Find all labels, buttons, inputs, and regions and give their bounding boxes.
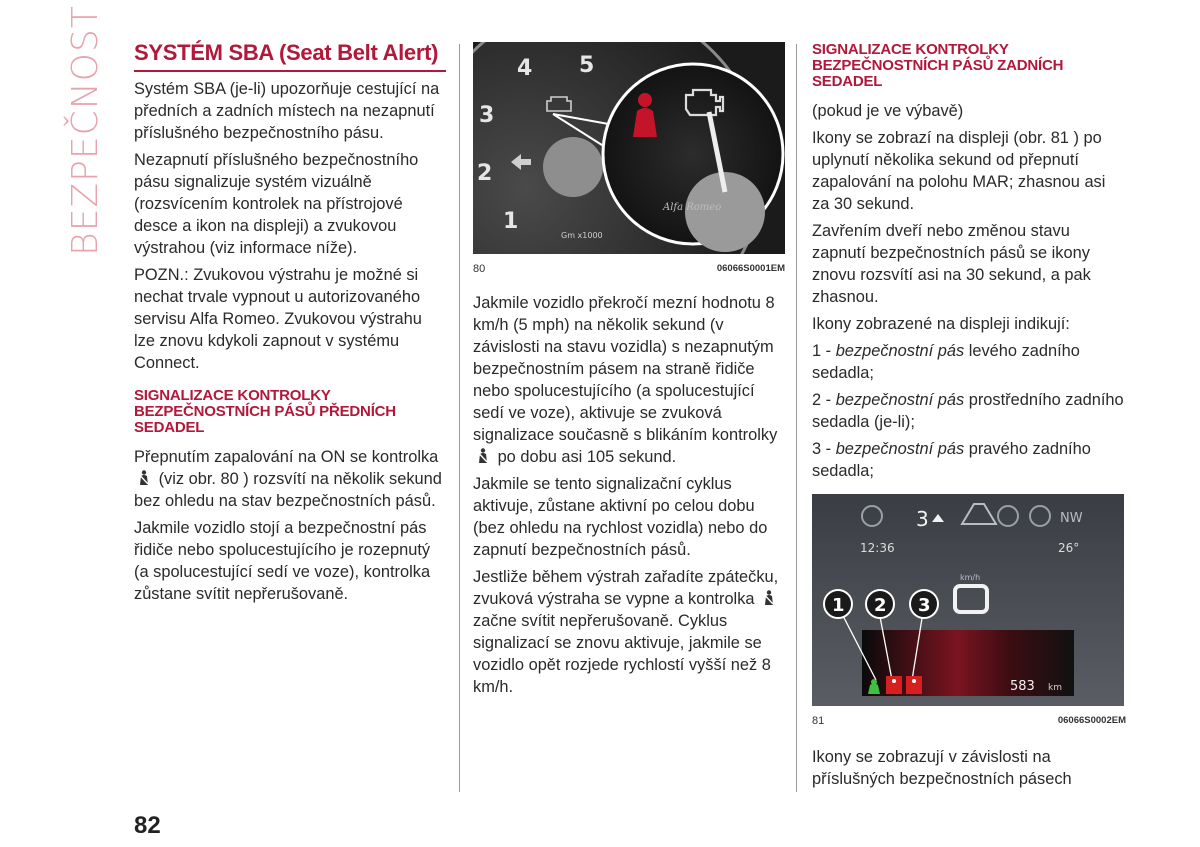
- figure-caption: [812, 714, 1126, 728]
- list-item: [812, 438, 1126, 482]
- seatbelt-icon-red: [906, 676, 922, 694]
- column-1: [134, 40, 446, 610]
- display-image: [812, 494, 1124, 706]
- figure-caption: [473, 262, 785, 276]
- section-subtitle: SIGNALIZACE KONTROLKY BEZPEČNOSTNÍCH PÁSŮ ZADNÍCH SEDADEL: [812, 41, 1064, 90]
- paragraph: POZN.: Zvukovou výstrahu je možné si nechat trvale vypnout u autorizovaného servisu Alfa Romeo. Zvukovou výstrahu lze znovu kdykoli zapnout v systému Connect.: [134, 266, 422, 372]
- paragraph: Nezapnutí příslušného bezpečnostního pásu signalizuje systém vizuálně (rozsvícením kontrolek na přístrojové desce a ikon na displeji) a zvukovou výstrahou (viz informace níže).: [134, 151, 419, 257]
- dial-number: 3: [479, 103, 495, 128]
- paragraph: Jakmile se tento signalizační cyklus aktivuje, zůstane aktivní po celou dobu (bez ohledu na rychlost vozidla) nebo do zapnutí bezpečnostních pásů.: [473, 475, 768, 559]
- instrument-cluster-image: [473, 42, 785, 254]
- dial-number: 4: [517, 56, 533, 81]
- paragraph: Systém SBA (je-li) upozorňuje cestující na předních a zadních místech na nezapnutí příslušného bezpečnostního pásu.: [134, 80, 440, 142]
- display-speed-label: km/h: [960, 573, 981, 582]
- paragraph: Ikony zobrazené na displeji indikují:: [812, 315, 1070, 333]
- dial-brand: Alfa Romeo: [663, 202, 722, 213]
- figure-number: 81: [812, 715, 825, 727]
- list-item-emphasis: bezpečnostní pás: [835, 342, 965, 360]
- paragraph: [473, 566, 785, 698]
- column-3: [812, 42, 1126, 795]
- figure-number: 80: [473, 263, 486, 275]
- display-time: 12:36: [860, 541, 895, 555]
- callout-number: 3: [918, 595, 931, 616]
- list-item-emphasis: bezpečnostní pás: [835, 440, 965, 458]
- seatbelt-icon: [137, 470, 151, 486]
- seatbelt-icon-red: [886, 676, 902, 694]
- paragraph: Ikony se zobrazují v závislosti na příslušných bezpečnostních pásech: [812, 748, 1072, 788]
- page-title: SYSTÉM SBA (Seat Belt Alert): [134, 40, 446, 72]
- section-subtitle: SIGNALIZACE KONTROLKY BEZPEČNOSTNÍCH PÁSŮ PŘEDNÍCH SEDADEL: [134, 387, 396, 436]
- seatbelt-icon: [762, 590, 776, 606]
- list-item-number: 3 -: [812, 440, 836, 458]
- paragraph: [473, 292, 785, 468]
- column-separator-1: [459, 44, 460, 792]
- dial-hub: [543, 137, 603, 197]
- display-odometer: 583: [1010, 679, 1035, 694]
- list-item-number: 1 -: [812, 342, 836, 360]
- list-item: [812, 340, 1126, 384]
- figure-code: 06066S0002EM: [1057, 715, 1126, 726]
- list-item: [812, 389, 1126, 433]
- list-item-emphasis: bezpečnostní pás: [835, 391, 965, 409]
- paragraph: Zavřením dveří nebo změnou stavu zapnutí bezpečnostních pásů se ikony znovu rozsvítí asi na 30 sekund, a pak zhasnou.: [812, 222, 1091, 306]
- figure-81: [812, 494, 1124, 706]
- paragraph-text: Přepnutím zapalování na ON se kontrolka: [134, 448, 439, 466]
- figure-code: 06066S0001EM: [716, 263, 785, 274]
- list-item-text: prostředního zadního sedadla (je-li);: [812, 391, 1124, 431]
- dial-number: 5: [579, 53, 595, 78]
- paragraph-text: po dobu asi 105 sekund.: [497, 448, 677, 466]
- section-side-tab: [62, 4, 108, 256]
- callout-number: 1: [832, 595, 845, 616]
- dial-number: 2: [477, 161, 493, 186]
- column-2: [473, 42, 785, 703]
- paragraph: [134, 446, 446, 512]
- paragraph-text: začne svítit nepřerušovaně. Cyklus signalizací se znovu aktivuje, jakmile se vozidlo opět rozjede rychlostí vyšší než 8 km/h.: [473, 612, 771, 696]
- column-separator-2: [796, 44, 797, 792]
- display-temperature: 26°: [1058, 541, 1080, 555]
- dial-unit: Gm x1000: [561, 231, 603, 240]
- section-side-tab-label: BEZPEČNOST: [64, 4, 106, 256]
- paragraph: (pokud je ve výbavě): [812, 102, 964, 120]
- seatbelt-icon: [476, 448, 490, 464]
- list-item-text: pravého zadního sedadla;: [812, 440, 1091, 480]
- callout-number: 2: [874, 595, 887, 616]
- display-odometer-unit: km: [1048, 683, 1062, 693]
- list-item-text: levého zadního sedadla;: [812, 342, 1080, 382]
- display-compass: NW: [1060, 511, 1083, 526]
- figure-80: [473, 42, 785, 254]
- paragraph-text: (viz obr. 80 ) rozsvítí na několik sekund bez ohledu na stav bezpečnostních pásů.: [134, 470, 442, 510]
- list-item-number: 2 -: [812, 391, 836, 409]
- dial-number: 1: [503, 209, 519, 234]
- paragraph-text: Jakmile vozidlo překročí mezní hodnotu 8 km/h (5 mph) na několik sekund (v závislosti na stavu vozidla) s nezapnutým bezpečnostním pásem na straně řidiče nebo spolucestujícího (a spolucestující sedí ve voze), aktivuje se zvuková signalizace současně s blikáním kontrolky: [473, 294, 778, 444]
- paragraph: Jakmile vozidlo stojí a bezpečnostní pás řidiče nebo spolucestujícího je rozepnutý (a spolucestující sedí ve voze), kontrolka zůstane svítit nepřerušovaně.: [134, 519, 431, 603]
- paragraph: Ikony se zobrazí na displeji (obr. 81 ) po uplynutí několika sekund od přepnutí zapalování na polohu MAR; zhasnou asi za 30 sekund.: [812, 129, 1106, 213]
- page-number: 82: [134, 812, 161, 839]
- display-gear: 3: [916, 507, 929, 531]
- paragraph-text: Jestliže během výstrah zařadíte zpátečku, zvuková výstraha se vypne a kontrolka: [473, 568, 779, 608]
